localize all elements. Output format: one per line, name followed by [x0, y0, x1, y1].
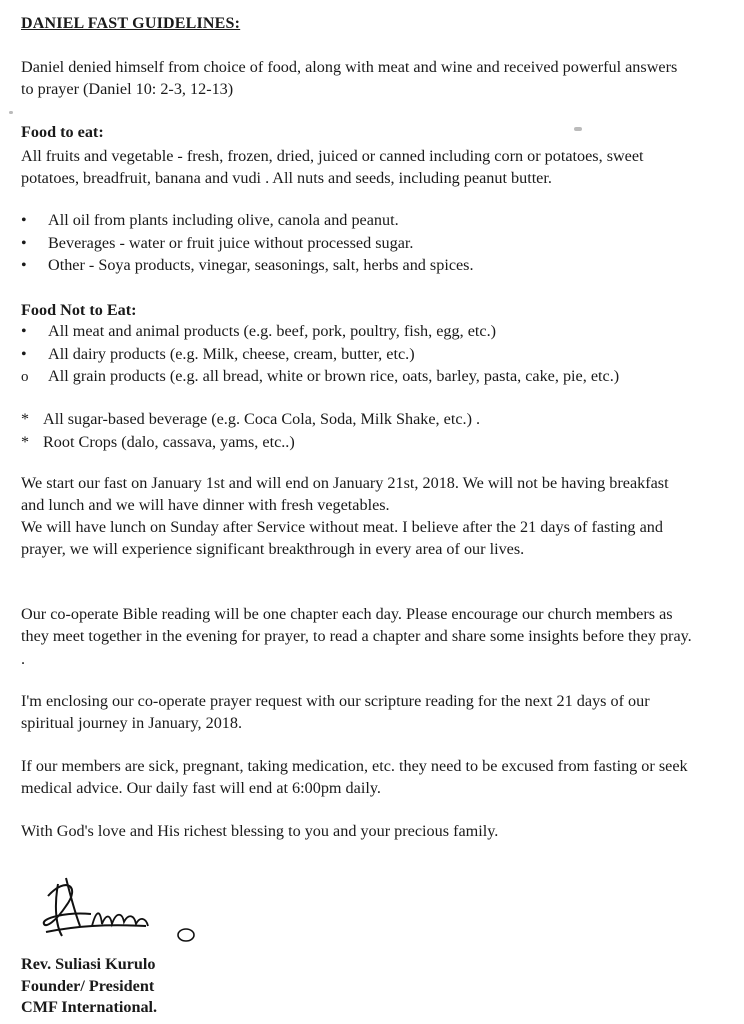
bullet-dot-icon: [21, 343, 41, 367]
closing-blessing-paragraph: With God's love and His richest blessing to you and your precious family.: [21, 822, 499, 840]
scan-speck: [9, 111, 13, 114]
list-item: • Beverages - water or fruit juice without processed sugar.: [21, 232, 711, 255]
bullet-dot-icon: [21, 320, 41, 344]
list-item: • Other - Soya products, vinegar, seasonings, salt, herbs and spices.: [21, 254, 711, 277]
bible-reading-paragraph: Our co-operate Bible reading will be one chapter each day. Please encourage our church members as they meet together in the evening for prayer, to read a chapter and share some insights before they pray. .: [21, 605, 692, 668]
document-title: DANIEL FAST GUIDELINES:: [21, 15, 241, 32]
fast-schedule-paragraph: We start our fast on January 1st and will end on January 21st, 2018. We will not be having breakfast and lunch and we will have dinner with fresh vegetables.: [21, 474, 669, 515]
signature-block: [21, 954, 157, 1019]
food-to-eat-list: [21, 209, 711, 277]
bullet-circle-icon: [21, 365, 41, 389]
list-item: • All meat and animal products (e.g. beef, pork, poultry, fish, egg, etc.): [21, 320, 707, 343]
list-item: * All sugar-based beverage (e.g. Coca Cola, Soda, Milk Shake, etc.) .: [21, 408, 711, 431]
list-item: • All dairy products (e.g. Milk, cheese, cream, butter, etc.): [21, 343, 707, 366]
signatory-role: Founder/ President: [21, 976, 155, 995]
food-to-eat-heading: Food to eat:: [21, 123, 104, 141]
bullet-dot-icon: [21, 254, 41, 278]
food-not-to-eat-list: [21, 320, 707, 388]
food-not-to-eat-star-list: [21, 408, 711, 453]
food-to-eat-text: All fruits and vegetable - fresh, frozen, dried, juiced or canned including corn or potatoes, sweet potatoes, breadfruit, banana and vudi . All nuts and seeds, including peanut butter.: [21, 147, 644, 188]
handwritten-signature: [36, 866, 206, 950]
bullet-dot-icon: [21, 232, 41, 256]
food-not-to-eat-heading: Food Not to Eat:: [21, 301, 137, 319]
signatory-name: Rev. Suliasi Kurulo: [21, 955, 156, 973]
intro-paragraph: Daniel denied himself from choice of food, along with meat and wine and received powerful answers to prayer (Daniel 10: 2-3, 12-13): [21, 58, 678, 99]
scan-speck: [574, 127, 582, 131]
bullet-dot-icon: [21, 209, 41, 233]
list-item: o All grain products (e.g. all bread, white or brown rice, oats, barley, pasta, cake, pie, etc.): [21, 365, 707, 388]
list-item: * Root Crops (dalo, cassava, yams, etc..): [21, 431, 711, 454]
prayer-request-paragraph: I'm enclosing our co-operate prayer request with our scripture reading for the next 21 days of our spiritual journey in January, 2018.: [21, 692, 650, 733]
list-item: • All oil from plants including olive, canola and peanut.: [21, 209, 711, 232]
sunday-lunch-paragraph: We will have lunch on Sunday after Service without meat. I believe after the 21 days of fasting and prayer, we will experience significant breakthrough in every area of our lives.: [21, 518, 663, 559]
signatory-organization: CMF International.: [21, 998, 158, 1016]
asterisk-icon: [21, 408, 41, 432]
medical-advice-paragraph: If our members are sick, pregnant, taking medication, etc. they need to be excused from fasting or seek medical advice. Our daily fast will end at 6:00pm daily.: [21, 757, 688, 798]
asterisk-icon: [21, 431, 41, 455]
